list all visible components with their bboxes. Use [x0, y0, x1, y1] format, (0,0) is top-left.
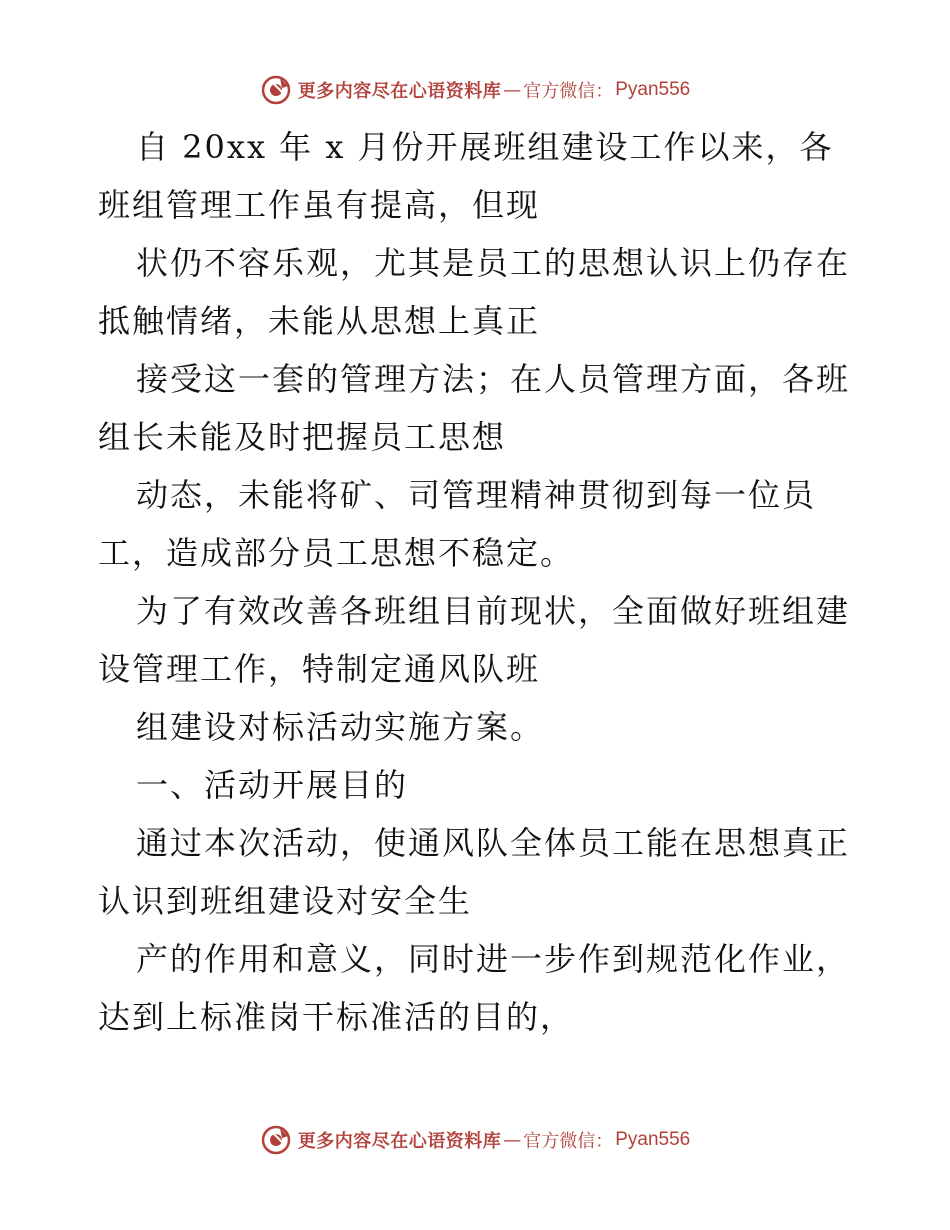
paragraph-line-1: 接受这一套的管理方法；在人员管理方面，各班	[136, 360, 851, 398]
paragraph-line-2: 工，造成部分员工思想不稳定。	[98, 534, 575, 572]
header-banner	[0, 72, 950, 108]
paragraph-line-2: 设管理工作，特制定通风队班	[98, 650, 541, 688]
paragraph-line-1: 动态，未能将矿、司管理精神贯彻到每一位员	[136, 476, 817, 514]
paragraph-line-1: 状仍不容乐观，尤其是员工的思想认识上仍存在	[136, 244, 851, 282]
footer-banner	[0, 1122, 950, 1158]
banner-dash: —	[503, 1129, 522, 1151]
banner-brand-text: 更多内容尽在心语资料库	[297, 1131, 502, 1152]
logo-icon	[260, 1124, 292, 1156]
paragraph	[98, 582, 858, 698]
paragraph-line-1: 组建设对标活动实施方案。	[136, 708, 545, 746]
banner-wechat-label: 官方微信：	[523, 81, 614, 102]
banner-wechat-label: 官方微信：	[523, 1131, 614, 1152]
paragraph-line-1: 自 20xx 年 x 月份开展班组建设工作以来，各	[136, 128, 834, 166]
paragraph	[98, 466, 858, 582]
section-heading-text: 一、活动开展目的	[136, 766, 409, 804]
document-body	[98, 118, 858, 1046]
paragraph	[98, 814, 858, 930]
paragraph-line-1: 通过本次活动，使通风队全体员工能在思想真正	[136, 824, 851, 862]
paragraph-line-2: 认识到班组建设对安全生	[98, 882, 473, 920]
paragraph	[98, 234, 858, 350]
paragraph	[98, 698, 858, 756]
banner-dash: —	[503, 79, 522, 101]
paragraph-line-2: 组长未能及时把握员工思想	[98, 418, 507, 456]
paragraph-line-2: 班组管理工作虽有提高，但现	[98, 186, 541, 224]
paragraph-line-1: 产的作用和意义，同时进一步作到规范化作业，	[136, 940, 851, 978]
paragraph-line-2: 达到上标准岗干标准活的目的，	[98, 998, 575, 1036]
paragraph	[98, 930, 858, 1046]
paragraph-line-1: 为了有效改善各班组目前现状，全面做好班组建	[136, 592, 851, 630]
banner-brand-text: 更多内容尽在心语资料库	[297, 81, 502, 102]
banner-wechat-id: Pyan556	[615, 1129, 691, 1150]
paragraph-line-2: 抵触情绪，未能从思想上真正	[98, 302, 541, 340]
logo-icon	[260, 74, 292, 106]
banner-wechat-id: Pyan556	[615, 79, 691, 100]
section-heading	[98, 756, 858, 814]
paragraph	[98, 118, 858, 234]
paragraph	[98, 350, 858, 466]
